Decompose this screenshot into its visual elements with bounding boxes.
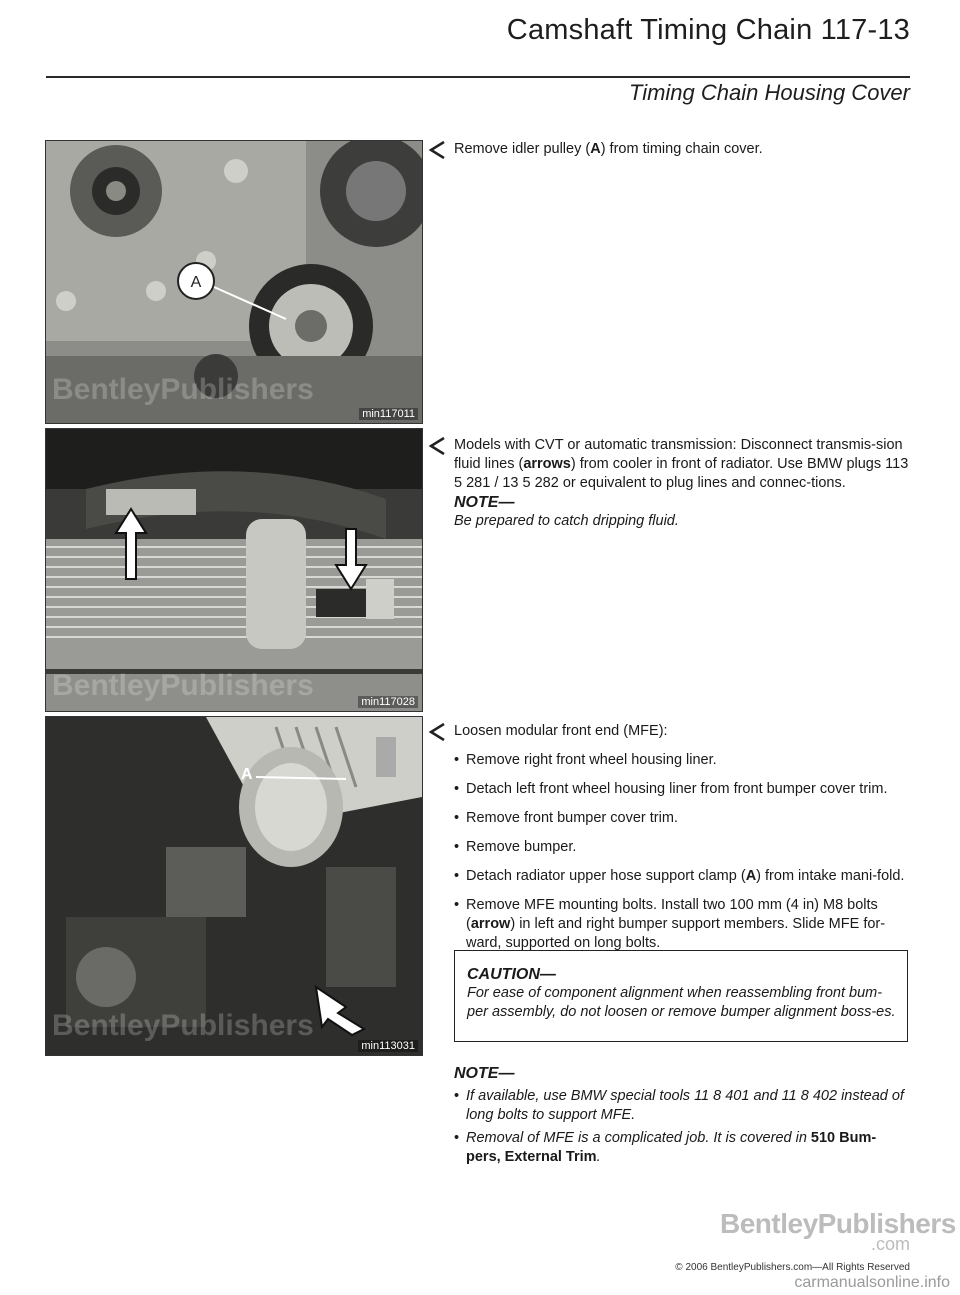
figure-code: min117011 (359, 408, 418, 420)
figure-watermark: BentleyPublishers (52, 373, 314, 406)
site-watermark: carmanualsonline.info (794, 1274, 950, 1291)
publisher-logo: BentleyPublishers .com (720, 1208, 956, 1254)
section-subtitle: Timing Chain Housing Cover (628, 80, 910, 105)
svg-text:A: A (190, 274, 202, 291)
list-item: • Remove right front wheel housing liner. (454, 751, 910, 770)
bullet-list (428, 751, 910, 953)
step-intro: Loosen modular front end (MFE): (454, 723, 668, 739)
step-disconnect-fluid-lines (428, 436, 910, 531)
figure-modular-front-end (45, 716, 423, 1056)
figure-watermark: BentleyPublishers (52, 1009, 314, 1042)
figure-code: min113031 (358, 1040, 418, 1052)
header-divider (46, 76, 910, 78)
list-item: • Removal of MFE is a complicated job. It is covered in 510 Bum-pers, External Trim. (454, 1129, 910, 1167)
figure-watermark: BentleyPublishers (52, 669, 314, 702)
pointer-arrow-icon (428, 140, 446, 160)
step-remove-idler-pulley (428, 140, 910, 159)
step-text: Remove idler pulley (A) from timing chain cover. (454, 141, 763, 157)
caution-heading: CAUTION— (467, 966, 556, 983)
note-heading: NOTE— (454, 1065, 515, 1082)
caution-text: For ease of component alignment when reassembling front bum-per assembly, do not loosen or remove bumper alignment boss-es. (467, 985, 896, 1020)
figure-fluid-lines (45, 428, 423, 712)
page-title: Camshaft Timing Chain 117-13 (506, 14, 910, 46)
list-item: • Remove front bumper cover trim. (454, 809, 910, 828)
figure-code: min117028 (358, 696, 418, 708)
caution-box (454, 950, 908, 1042)
step-loosen-mfe (428, 722, 910, 953)
final-note (454, 1064, 910, 1171)
svg-text:A: A (241, 766, 253, 783)
note-heading: NOTE— (454, 494, 515, 511)
pointer-arrow-icon (428, 436, 446, 456)
list-item: • Detach left front wheel housing liner from front bumper cover trim. (454, 780, 910, 799)
list-item: • Remove bumper. (454, 838, 910, 857)
note-text: Be prepared to catch dripping fluid. (454, 513, 679, 529)
figure-idler-pulley (45, 140, 423, 424)
list-item: • Remove MFE mounting bolts. Install two 100 mm (4 in) M8 bolts (arrow) in left and right bumper support members. Slide MFE for-ward, supported on long bolts. (454, 896, 910, 953)
copyright-notice: © 2006 BentleyPublishers.com—All Rights Reserved (675, 1262, 910, 1273)
pointer-arrow-icon (428, 722, 446, 742)
step-text: Models with CVT or automatic transmission: Disconnect transmis-sion fluid lines (arrows) from cooler in front of radiator. Use BMW plugs 113 5 281 / 13 5 282 or equivalent to plug lines and connec-tions. (454, 437, 909, 491)
list-item: • If available, use BMW special tools 11 8 401 and 11 8 402 instead of long bolts to support MFE. (454, 1087, 910, 1125)
list-item: • Detach radiator upper hose support clamp (A) from intake mani-fold. (454, 867, 910, 886)
note-list (454, 1087, 910, 1167)
